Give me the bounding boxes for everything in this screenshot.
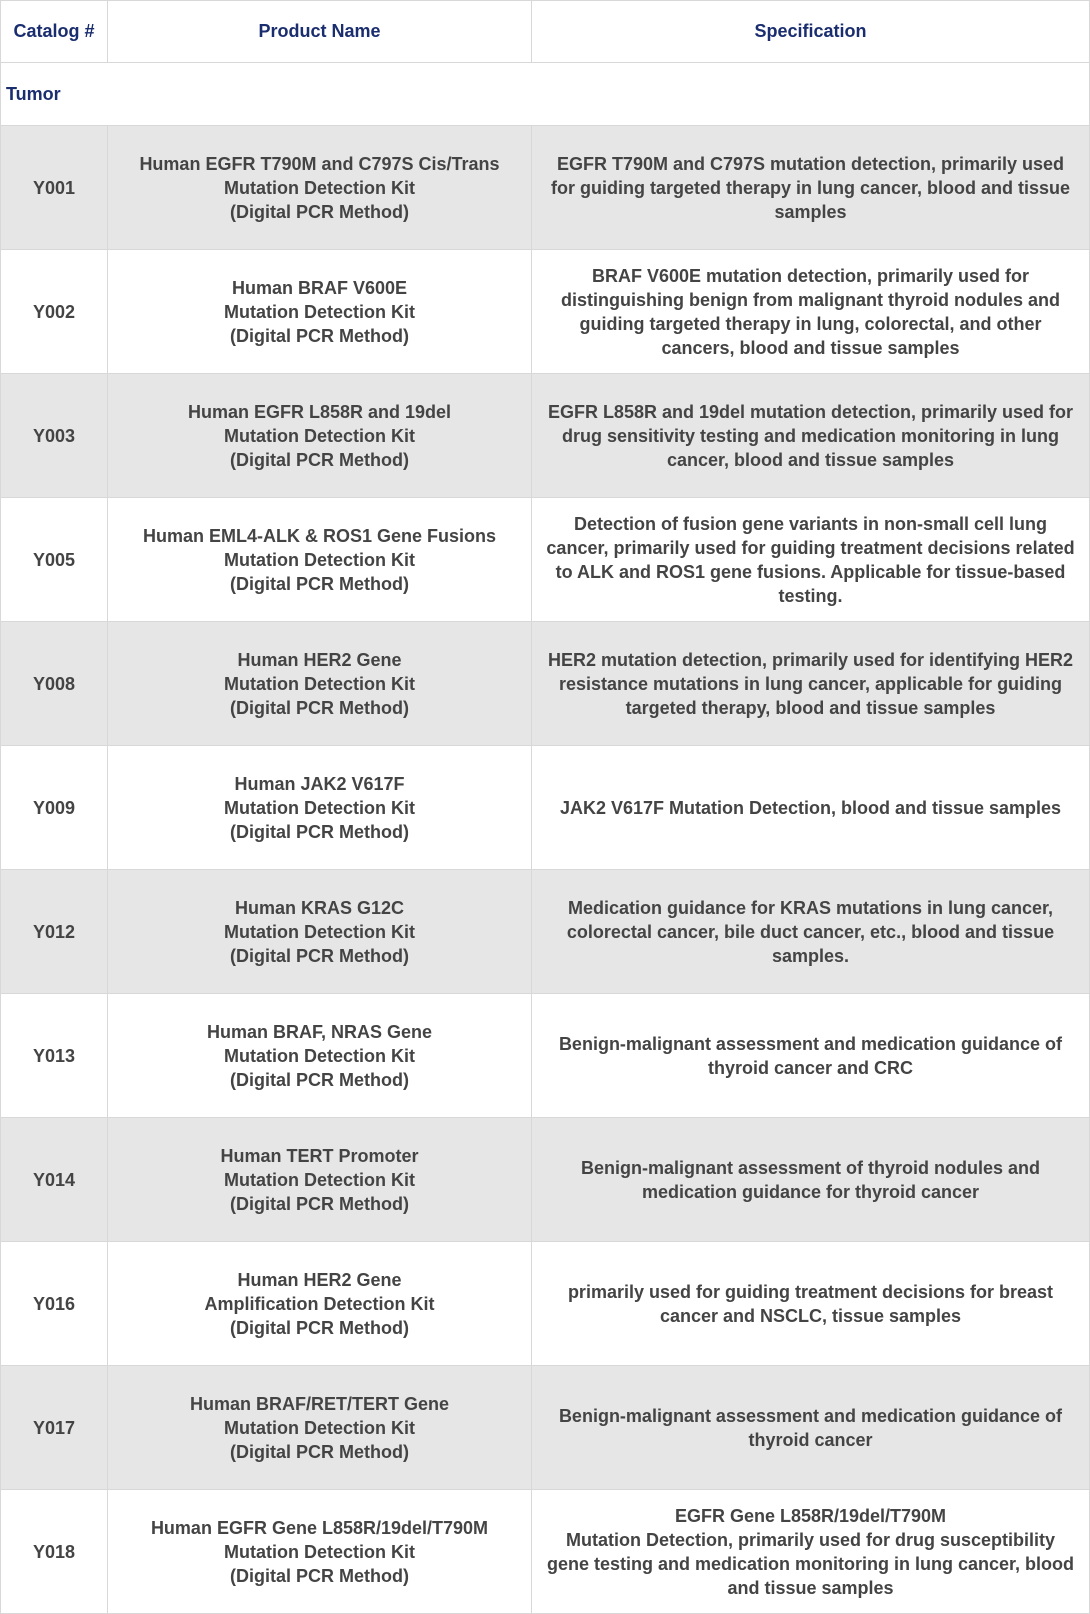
product-name [108, 622, 532, 746]
specification-line: EGFR T790M and C797S mutation detection, primarily used [556, 153, 1065, 174]
product-name-line: (Digital PCR Method) [230, 821, 409, 842]
product-name-line: Mutation Detection Kit [224, 301, 415, 322]
header-product-name: Product Name [108, 1, 532, 63]
product-name-line: Human BRAF V600E [231, 277, 408, 298]
catalog-number: Y013 [1, 994, 108, 1118]
specification-line: Benign-malignant assessment of thyroid nodules and [580, 1157, 1041, 1178]
specification-line: Detection of fusion gene variants in non-small cell lung [573, 513, 1048, 534]
specification-line: Mutation Detection, primarily used for drug susceptibility [565, 1529, 1056, 1550]
product-name-line: (Digital PCR Method) [230, 1069, 409, 1090]
catalog-number: Y012 [1, 870, 108, 994]
specification-line: cancer and NSCLC, tissue samples [659, 1305, 962, 1326]
product-name-line: (Digital PCR Method) [230, 573, 409, 594]
specification-line: primarily used for guiding treatment decisions for breast [567, 1281, 1054, 1302]
product-name-line: Human EGFR Gene L858R/19del/T790M [150, 1517, 489, 1538]
header-row [1, 1, 1090, 63]
product-name-line: Human TERT Promoter [220, 1145, 419, 1166]
product-name [108, 1118, 532, 1242]
specification-line: EGFR L858R and 19del mutation detection, primarily used for [547, 401, 1074, 422]
product-name-line: (Digital PCR Method) [230, 449, 409, 470]
product-name-line: Human BRAF/RET/TERT Gene [189, 1393, 449, 1414]
catalog-number: Y005 [1, 498, 108, 622]
product-name-line: Mutation Detection Kit [224, 1541, 415, 1562]
product-name [108, 746, 532, 870]
product-name-line: Mutation Detection Kit [224, 673, 415, 694]
specification [532, 870, 1090, 994]
table-row [1, 374, 1090, 498]
product-name-line: Mutation Detection Kit [224, 425, 415, 446]
product-name-line: Mutation Detection Kit [224, 549, 415, 570]
product-name [108, 374, 532, 498]
table-row [1, 622, 1090, 746]
product-name [108, 498, 532, 622]
specification-line: medication guidance for thyroid cancer [641, 1181, 980, 1202]
product-name-line: Mutation Detection Kit [224, 1045, 415, 1066]
specification [532, 622, 1090, 746]
product-name-line: (Digital PCR Method) [230, 1565, 409, 1586]
product-name [108, 126, 532, 250]
specification [532, 1242, 1090, 1366]
product-name-line: Mutation Detection Kit [224, 797, 415, 818]
product-name [108, 1490, 532, 1614]
catalog-number: Y008 [1, 622, 108, 746]
product-name-line: Amplification Detection Kit [204, 1293, 435, 1314]
product-name-line: Mutation Detection Kit [224, 921, 415, 942]
table-row [1, 870, 1090, 994]
catalog-number: Y001 [1, 126, 108, 250]
specification-line: drug sensitivity testing and medication monitoring in lung [561, 425, 1060, 446]
table-body [1, 63, 1090, 1614]
catalog-number: Y017 [1, 1366, 108, 1490]
table-row [1, 126, 1090, 250]
specification-line: for guiding targeted therapy in lung cancer, blood and tissue [550, 177, 1071, 198]
product-name-line: Human HER2 Gene [237, 649, 402, 670]
catalog-number: Y003 [1, 374, 108, 498]
catalog-number: Y018 [1, 1490, 108, 1614]
specification-line: to ALK and ROS1 gene fusions. Applicable for tissue-based [555, 561, 1066, 582]
product-name-line: Mutation Detection Kit [224, 1417, 415, 1438]
table-row [1, 1366, 1090, 1490]
product-name-line: (Digital PCR Method) [230, 1193, 409, 1214]
header-catalog: Catalog # [1, 1, 108, 63]
product-name [108, 1242, 532, 1366]
product-name-line: Human EGFR L858R and 19del [187, 401, 452, 422]
product-name-line: (Digital PCR Method) [230, 1317, 409, 1338]
product-name-line: Mutation Detection Kit [224, 177, 415, 198]
specification [532, 374, 1090, 498]
product-name [108, 1366, 532, 1490]
specification [532, 746, 1090, 870]
table-row [1, 498, 1090, 622]
product-name-line: Human EML4-ALK & ROS1 Gene Fusions [142, 525, 497, 546]
specification-line: testing. [778, 585, 843, 606]
specification-line: Medication guidance for KRAS mutations in lung cancer, [567, 897, 1054, 918]
specification [532, 1118, 1090, 1242]
specification-line: distinguishing benign from malignant thyroid nodules and [561, 289, 1060, 310]
product-name-line: (Digital PCR Method) [230, 325, 409, 346]
product-name-line: Human EGFR T790M and C797S Cis/Trans [139, 153, 500, 174]
specification-line: cancer, primarily used for guiding treatment decisions related [546, 537, 1075, 558]
specification-line: targeted therapy, blood and tissue samples [625, 697, 996, 718]
specification-line: thyroid cancer [748, 1429, 873, 1450]
specification [532, 1366, 1090, 1490]
product-name [108, 870, 532, 994]
specification-line: Benign-malignant assessment and medication guidance of [558, 1033, 1063, 1054]
product-name-line: Human KRAS G12C [234, 897, 405, 918]
specification-line: gene testing and medication monitoring in lung cancer, blood [546, 1553, 1075, 1574]
specification-line: thyroid cancer and CRC [707, 1057, 914, 1078]
specification-line: cancer, blood and tissue samples [666, 449, 955, 470]
product-name-line: (Digital PCR Method) [230, 201, 409, 222]
specification-line: Benign-malignant assessment and medication guidance of [558, 1405, 1063, 1426]
catalog-number: Y002 [1, 250, 108, 374]
specification-line: resistance mutations in lung cancer, applicable for guiding [558, 673, 1063, 694]
specification-line: samples [774, 201, 847, 222]
table-row [1, 1118, 1090, 1242]
product-name-line: Human HER2 Gene [237, 1269, 402, 1290]
product-name-line: Human JAK2 V617F [234, 773, 405, 794]
catalog-number: Y014 [1, 1118, 108, 1242]
table-row [1, 1490, 1090, 1614]
section-title: Tumor [1, 63, 1090, 126]
specification-line: guiding targeted therapy in lung, colorectal, and other [579, 313, 1042, 334]
specification-line: cancers, blood and tissue samples [661, 337, 960, 358]
table-header [1, 1, 1090, 63]
specification-line: samples. [771, 945, 850, 966]
specification-line: colorectal cancer, bile duct cancer, etc., blood and tissue [566, 921, 1055, 942]
header-specification: Specification [532, 1, 1090, 63]
table-row [1, 1242, 1090, 1366]
product-name-line: Human BRAF, NRAS Gene [206, 1021, 433, 1042]
specification-line: and tissue samples [727, 1577, 894, 1598]
specification-line: JAK2 V617F Mutation Detection, blood and tissue samples [559, 797, 1062, 818]
specification-line: EGFR Gene L858R/19del/T790M [674, 1505, 947, 1526]
product-name [108, 250, 532, 374]
specification-line: BRAF V600E mutation detection, primarily used for [591, 265, 1030, 286]
specification-line: HER2 mutation detection, primarily used for identifying HER2 [547, 649, 1074, 670]
product-name-line: Mutation Detection Kit [224, 1169, 415, 1190]
specification [532, 498, 1090, 622]
product-name [108, 994, 532, 1118]
catalog-number: Y016 [1, 1242, 108, 1366]
table-row [1, 994, 1090, 1118]
table-row [1, 250, 1090, 374]
table-row [1, 746, 1090, 870]
section-row [1, 63, 1090, 126]
catalog-number: Y009 [1, 746, 108, 870]
specification [532, 1490, 1090, 1614]
specification [532, 250, 1090, 374]
product-name-line: (Digital PCR Method) [230, 1441, 409, 1462]
product-name-line: (Digital PCR Method) [230, 945, 409, 966]
specification [532, 994, 1090, 1118]
specification [532, 126, 1090, 250]
product-name-line: (Digital PCR Method) [230, 697, 409, 718]
